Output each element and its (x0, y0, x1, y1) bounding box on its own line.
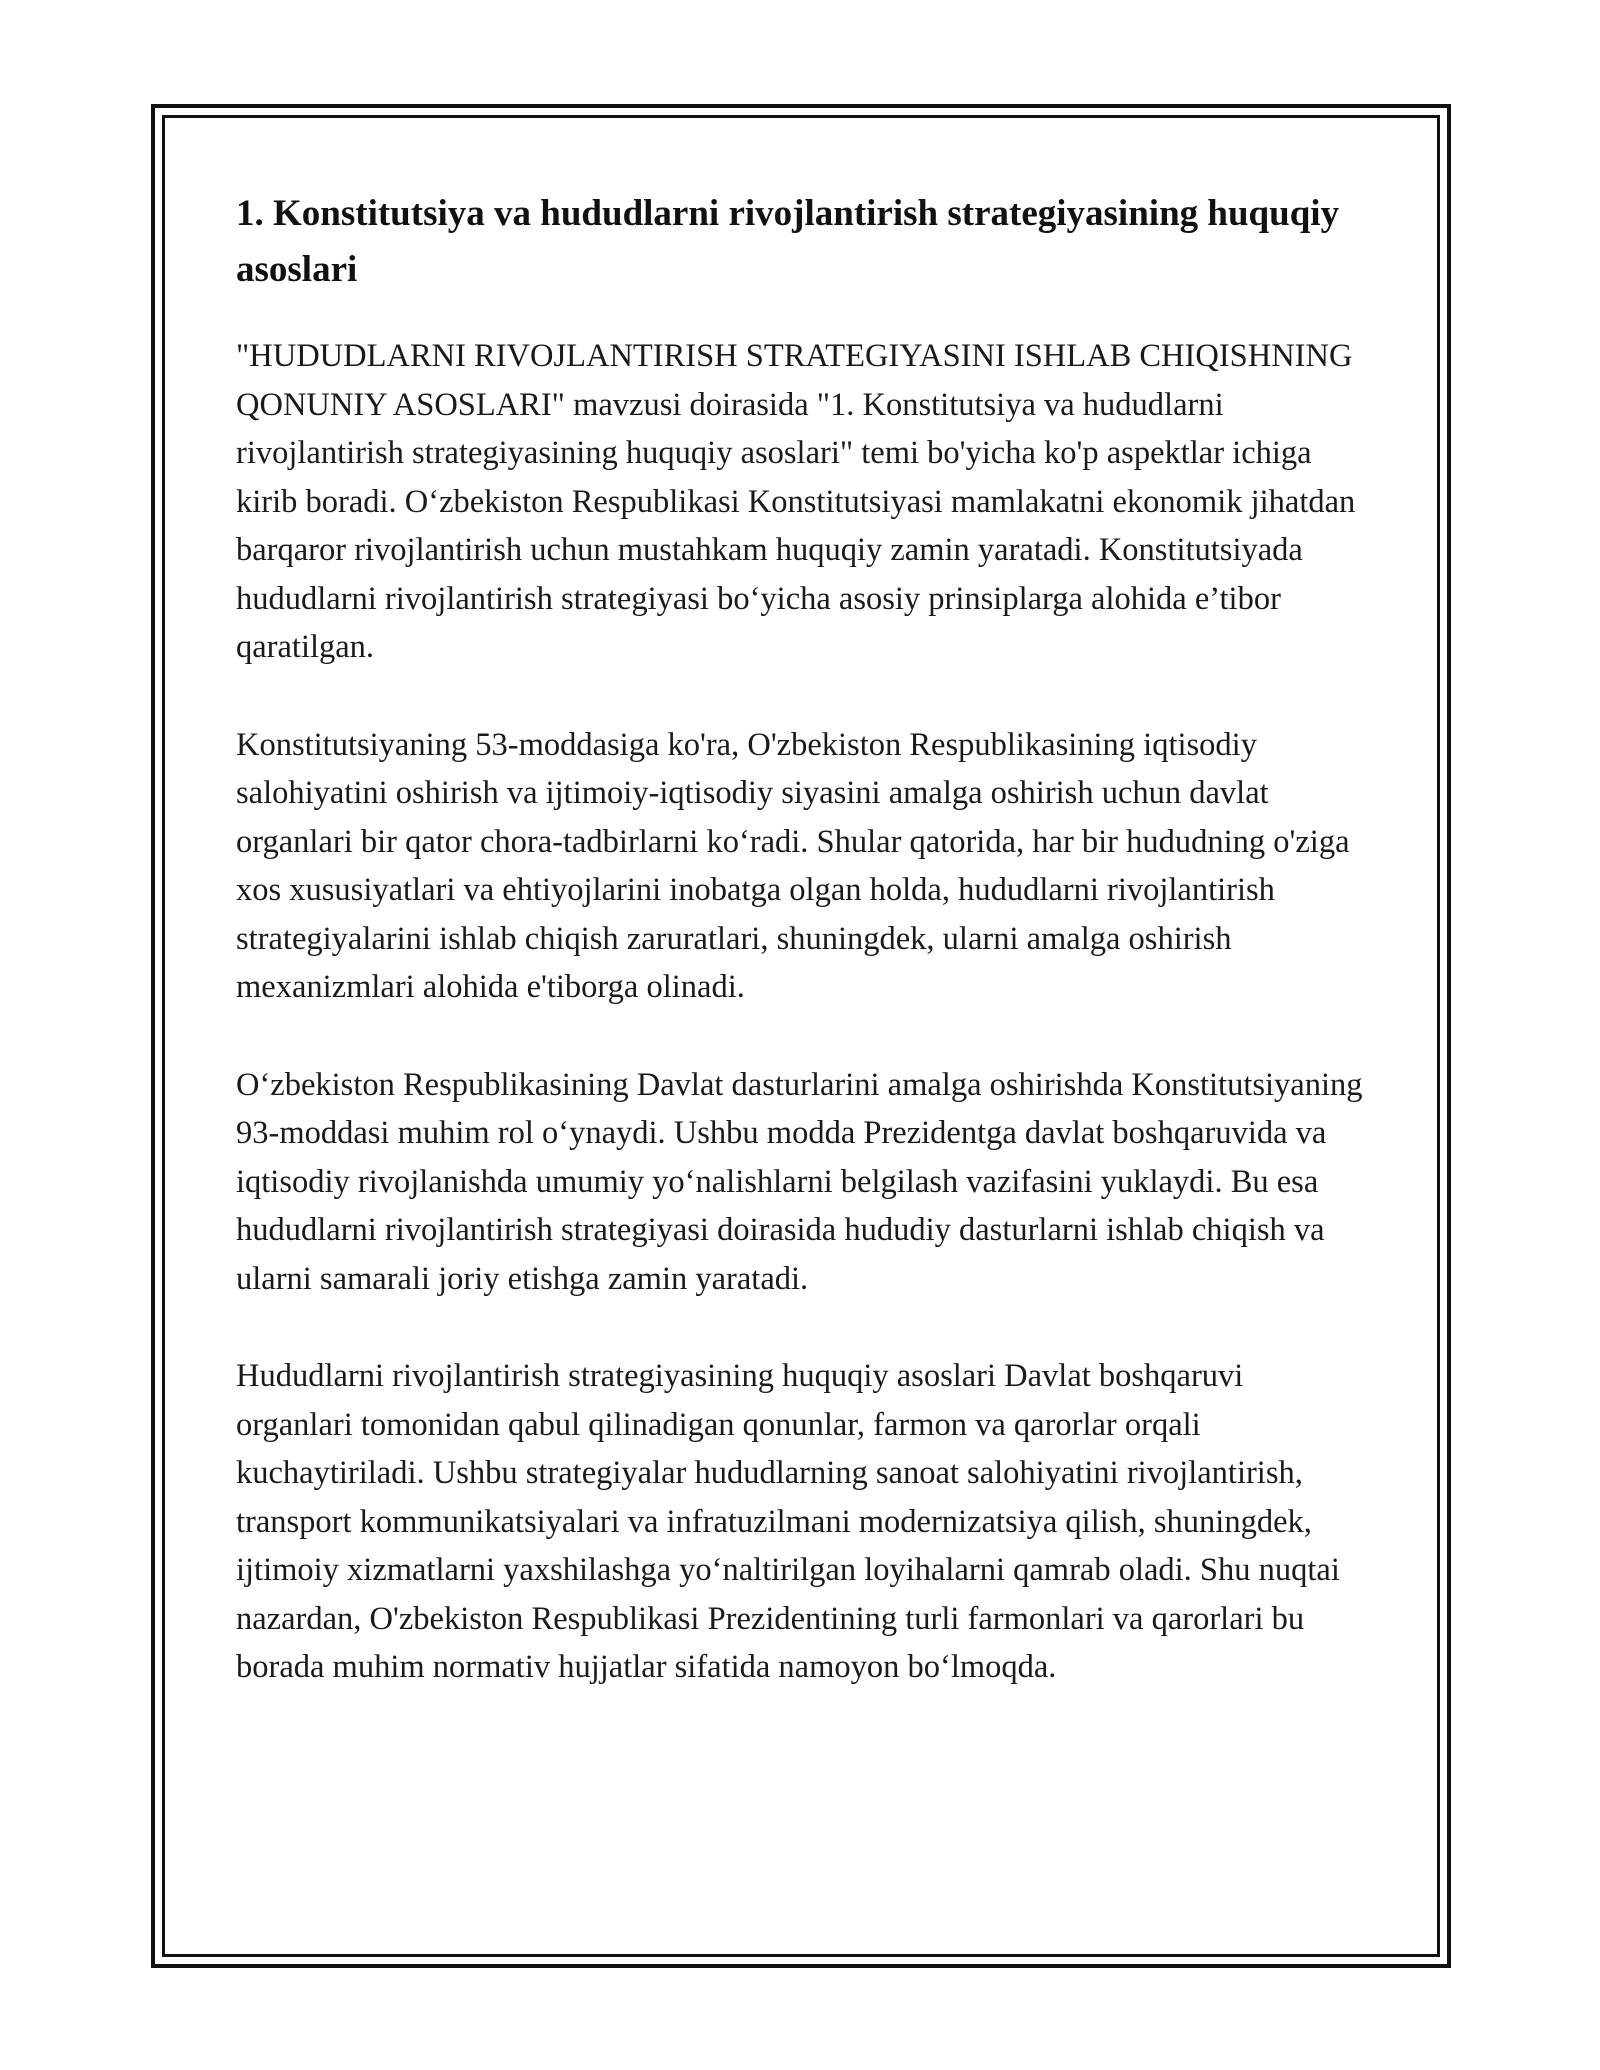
paragraph-1: "HUDUDLARNI RIVOJLANTIRISH STRATEGIYASINI ISHLAB CHIQISHNING QONUNIY ASOSLARI" mavzusi doirasida "1. Konstitutsiya va hududlarni rivojlantirish strategiyasining huquqiy asoslari" temi bo'yicha ko'p aspektlar ichiga kirib boradi. O‘zbekiston Respublikasi Konstitutsiyasi mamlakatni ekonomik jihatdan barqaror rivojlantirish uchun mustahkam huquqiy zamin yaratadi. Konstitutsiyada hududlarni rivojlantirish strategiyasi bo‘yicha asosiy prinsiplarga alohida e’tibor qaratilgan. (236, 338, 1356, 665)
document-title: 1. Konstitutsiya va hududlarni rivojlantirish strategiyasining huquqiy asoslari (236, 193, 1340, 290)
paragraph-2: Konstitutsiyaning 53-moddasiga ko'ra, O'zbekiston Respublikasining iqtisodiy salohiyatini oshirish va ijtimoiy-iqtisodiy siyasini amalga oshirish uchun davlat organlari bir qator chora-tadbirlarni ko‘radi. Shular qatorida, har bir hududning o'ziga xos xususiyatlari va ehtiyojlarini inobatga olgan holda, hududlarni rivojlantirish strategiyalarini ishlab chiqish zaruratlari, shuningdek, ularni amalga oshirish mexanizmlari alohida e'tiborga olinadi. (236, 726, 1350, 1005)
paragraph-4: Hududlarni rivojlantirish strategiyasining huquqiy asoslari Davlat boshqaruvi organlari tomonidan qabul qilinadigan qonunlar, farmon va qarorlar orqali kuchaytiriladi. Ushbu strategiyalar hududlarning sanoat salohiyatini rivojlantirish, transport kommunikatsiyalari va infratuzilmani modernizatsiya qilish, shuningdek, ijtimoiy xizmatlarni yaxshilashga yo‘naltirilgan loyihalarni qamrab oladi. Shu nuqtai nazardan, O'zbekiston Respublikasi Prezidentining turli farmonlari va qarorlari bu borada muhim normativ hujjatlar sifatida namoyon bo‘lmoqda. (236, 1358, 1340, 1685)
paragraph-3: O‘zbekiston Respublikasining Davlat dasturlarini amalga oshirishda Konstitutsiyaning 93-moddasi muhim rol o‘ynaydi. Ushbu modda Prezidentga davlat boshqaruvida va iqtisodiy rivojlanishda umumiy yo‘nalishlarni belgilash vazifasini yuklaydi. Bu esa hududlarni rivojlantirish strategiyasi doirasida hududiy dasturlarni ishlab chiqish va ularni samarali joriy etishga zamin yaratadi. (236, 1066, 1363, 1297)
document-body (236, 186, 1366, 1741)
